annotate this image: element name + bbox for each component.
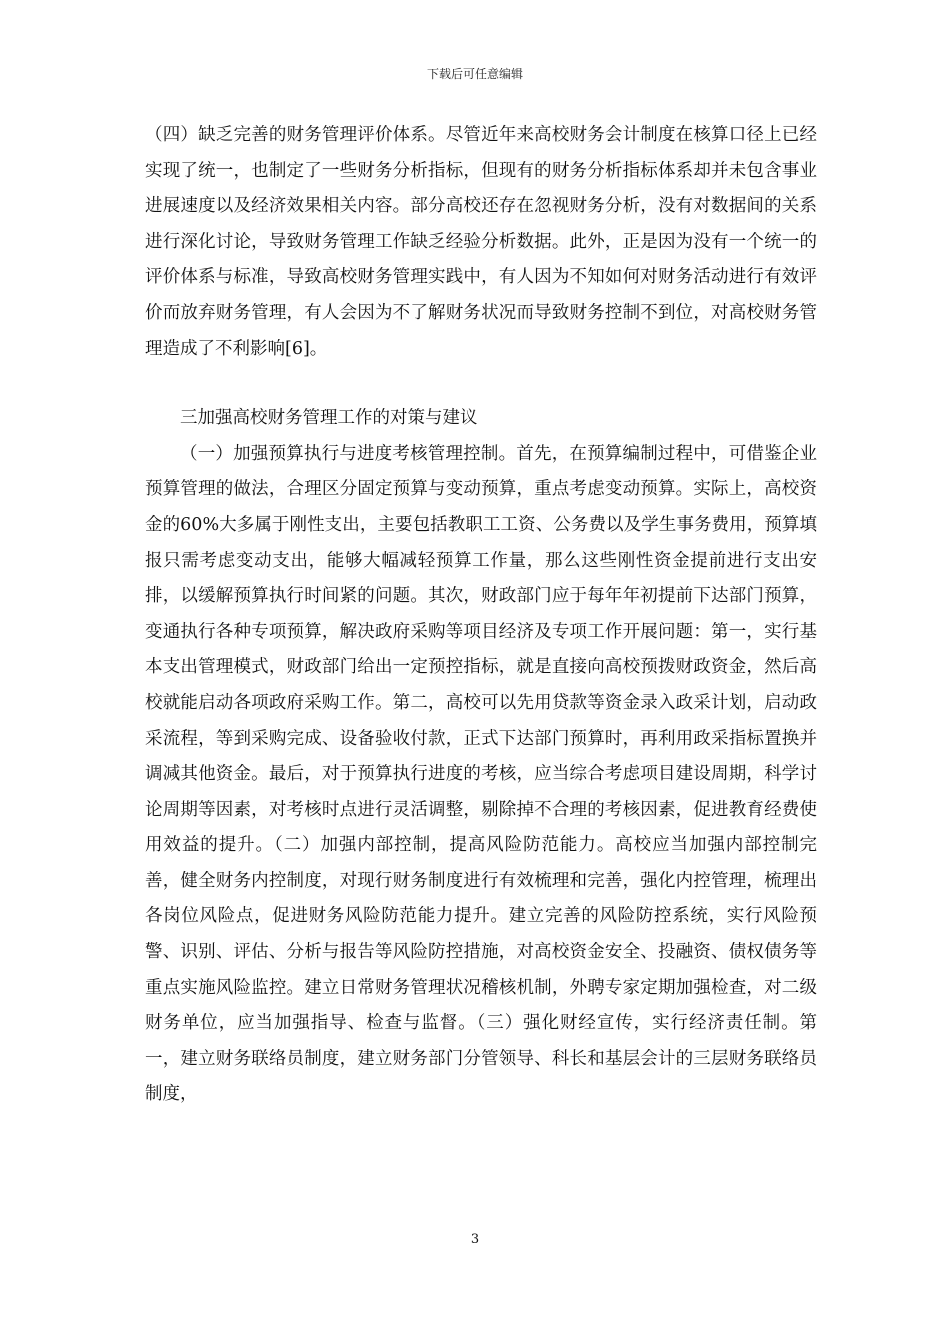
page-header: 下载后可任意编辑 (426, 67, 523, 81)
paragraph-budget-control: （一）加强预算执行与进度考核管理控制。首先，在预算编制过程中，可借鉴企业预算管理的做法，合理区分固定预算与变动预算，重点考虑变动预算。实际上，高校资金的60%大多属于刚性支出，主要包括教职工工资、公务费以及学生事务费用，预算填报只需考虑变动支出，能够大幅减轻预算工作量，那么这些刚性资金提前进行支出安排，以缓解预算执行时间紧的问题。其次，财政部门应于每年年初提前下达部门预算，变通执行各种专项预算，解决政府采购等项目经济及专项工作开展问题：第一，实行基本支出管理模式，财政部门给出一定预控指标，就是直接向高校预拨财政资金，然后高校就能启动各项政府采购工作。第二，高校可以先用贷款等资金录入政采计划，启动政采流程，等到采购完成、设备验收付款，正式下达部门预算时，再利用政采指标置换并调减其他资金。最后，对于预算执行进度的考核，应当综合考虑项目建设周期，科学讨论周期等因素，对考核时点进行灵活调整，剔除掉不合理的考核因素，促进教育经费使用效益的提升。（二）加强内部控制，提高风险防范能力。高校应当加强内部控制完善，健全财务内控制度，对现行财务制度进行有效梳理和完善，强化内控管理，梳理出各岗位风险点，促进财务风险防范能力提升。建立完善的风险防控系统，实行风险预警、识别、评估、分析与报告等风险防控措施，对高校资金安全、投融资、债权债务等重点实施风险监控。建立日常财务管理状况稽核机制，外聘专家定期加强检查，对二级财务单位，应当加强指导、检查与监督。（三）强化财经宣传，实行经济责任制。第一，建立财务联络员制度，建立财务部门分管领导、科长和基层会计的三层财务联络员制度， (145, 443, 817, 1105)
paragraph-gap (145, 367, 817, 401)
paragraph-financial-evaluation: （四）缺乏完善的财务管理评价体系。尽管近年来高校财务会计制度在核算口径上已经实现了统一，也制定了一些财务分析指标，但现有的财务分析指标体系却并未包含事业进展速度以及经济效果相关内容。部分高校还存在忽视财务分析，没有对数据间的关系进行深化讨论，导致财务管理工作缺乏经验分析数据。此外，正是因为没有一个统一的评价体系与标准，导致高校财务管理实践中，有人因为不知如何对财务活动进行有效评价而放弃财务管理，有人会因为不了解财务状况而导致财务控制不到位，对高校财务管理造成了不利影响[6]。 (145, 125, 817, 359)
page-number: 3 (470, 1232, 480, 1247)
document-body (145, 118, 817, 1113)
section-heading: 三加强高校财务管理工作的对策与建议 (180, 408, 478, 429)
